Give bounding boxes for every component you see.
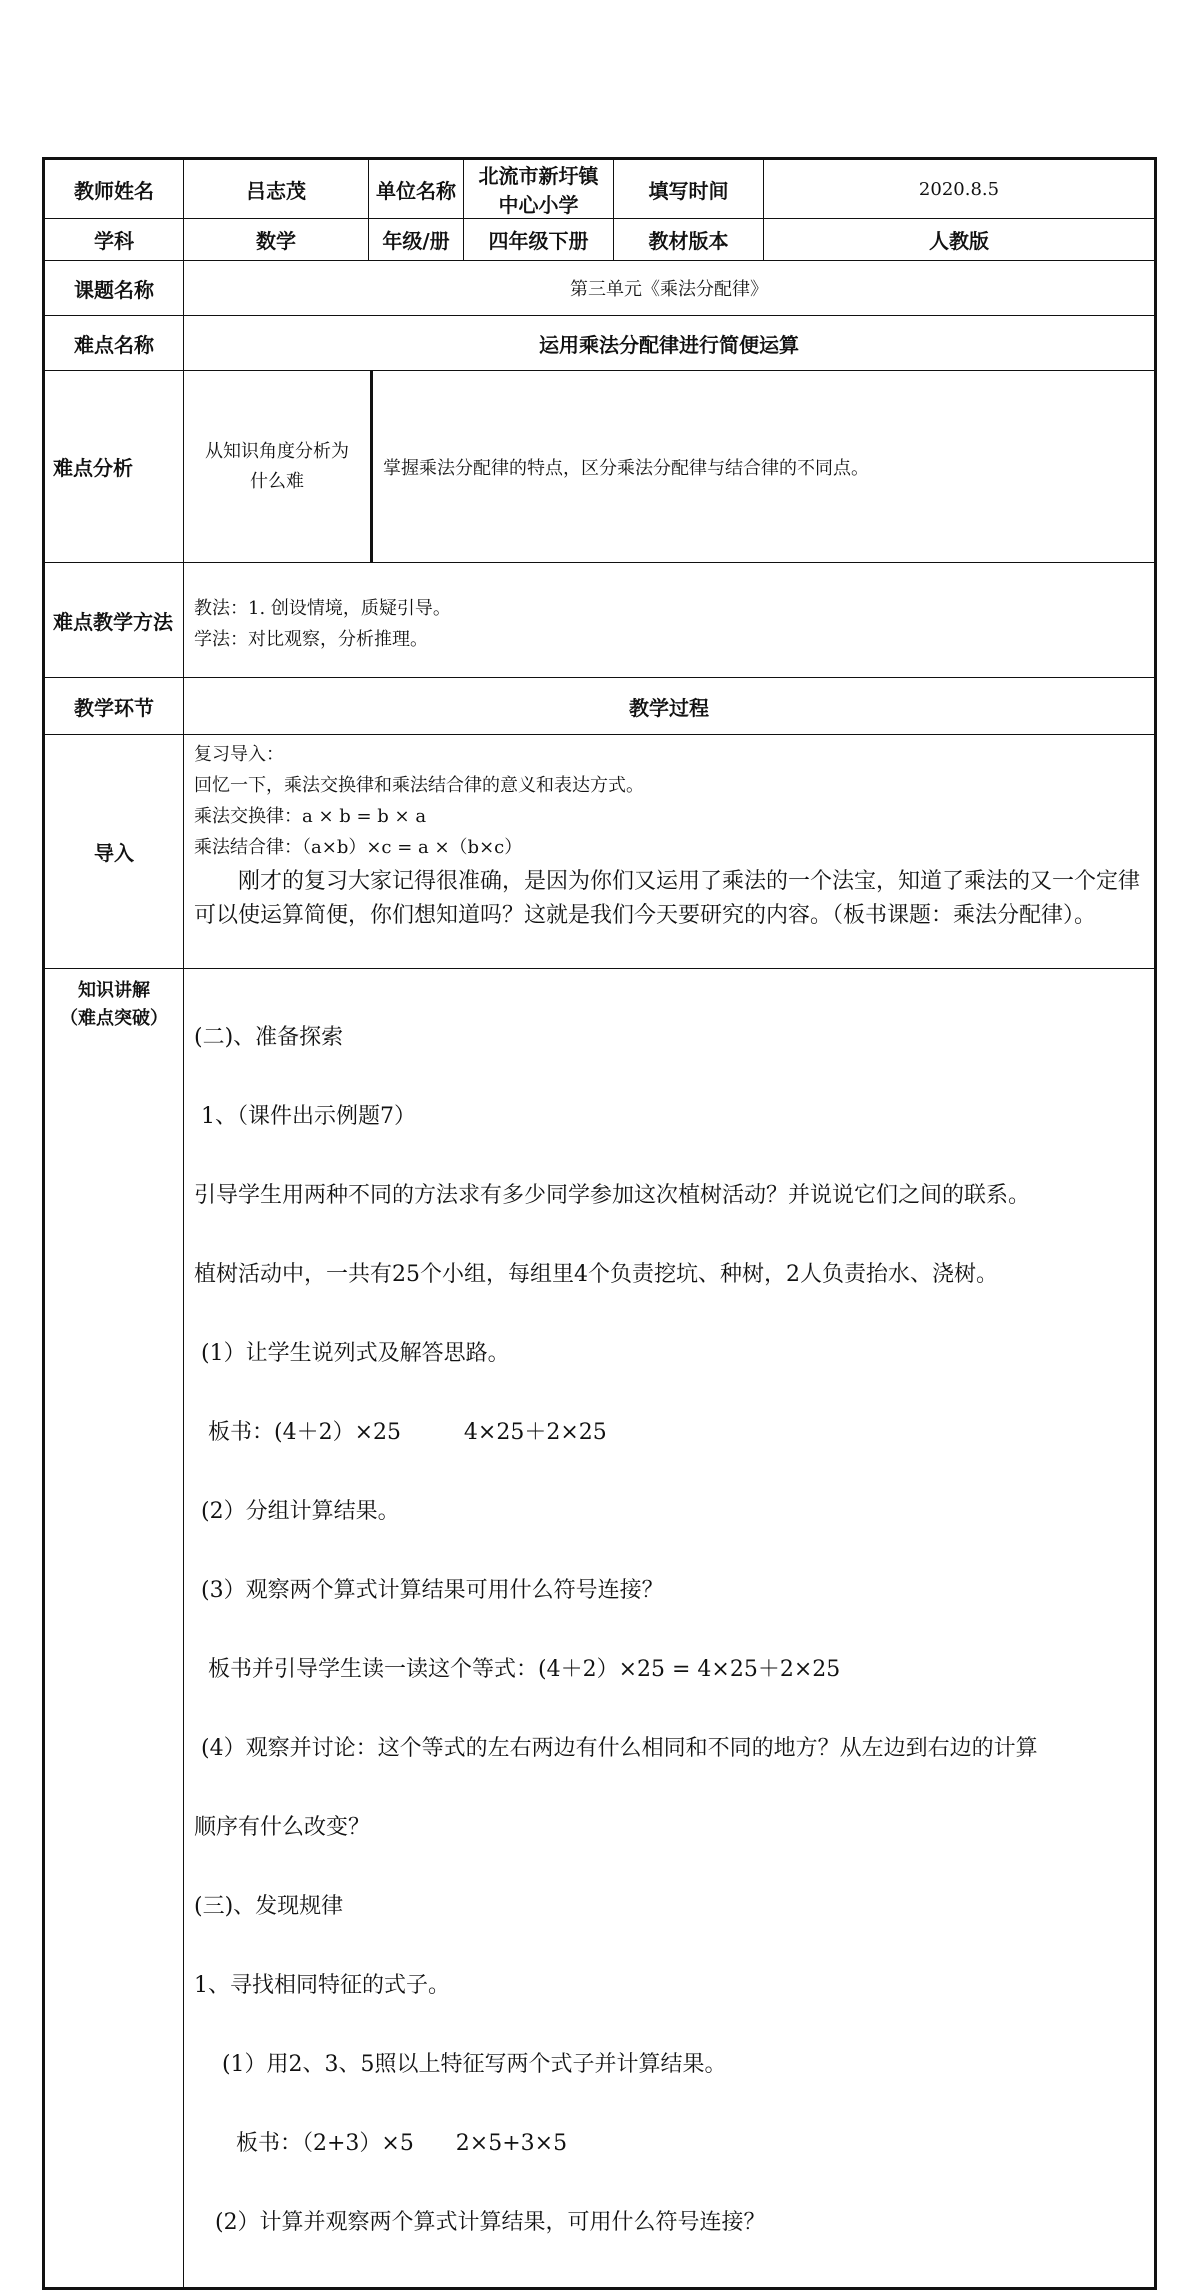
topic-label: 课题名称 (44, 261, 184, 316)
analysis-sub-label: 从知识角度分析为什么难 (184, 371, 372, 563)
process-label: 教学过程 (184, 678, 1156, 735)
header-row-2 (44, 219, 1156, 261)
knowledge-label-line2: （难点突破） (60, 1008, 168, 1029)
knowledge-line: 植树活动中，一共有25个小组，每组里4个负责挖坑、种树，2人负责抬水、浇树。 (194, 1262, 998, 1287)
grade-label: 年级/册 (369, 219, 464, 261)
difficulty-value: 运用乘法分配律进行简便运算 (184, 316, 1156, 371)
knowledge-line: 引导学生用两种不同的方法求有多少同学参加这次植树活动？并说说它们之间的联系。 (194, 1183, 1031, 1208)
knowledge-line: (1）用2、3、5照以上特征写两个式子并计算结果。 (194, 2052, 727, 2077)
method-line-2: 学法：对比观察，分析推理。 (194, 629, 428, 650)
analysis-content: 掌握乘法分配律的特点，区分乘法分配律与结合律的不同点。 (372, 371, 1156, 563)
knowledge-label-line1: 知识讲解 (78, 980, 150, 1001)
intro-content (184, 735, 1156, 969)
method-row (44, 563, 1156, 678)
intro-row (44, 735, 1156, 969)
method-label: 难点教学方法 (44, 563, 184, 678)
knowledge-line: 板书并引导学生读一读这个等式：(4＋2）×25 = 4×25＋2×25 (194, 1657, 841, 1682)
knowledge-line: (三)、发现规律 (194, 1894, 344, 1919)
knowledge-line: 板书：(4＋2）×25 4×25＋2×25 (194, 1420, 607, 1445)
process-header-row (44, 678, 1156, 735)
intro-line: 回忆一下，乘法交换律和乘法结合律的意义和表达方式。 (194, 775, 644, 796)
topic-value: 第三单元《乘法分配律》 (184, 261, 1156, 316)
subject-value: 数学 (184, 219, 369, 261)
knowledge-row (44, 969, 1156, 2289)
process-step-label: 教学环节 (44, 678, 184, 735)
knowledge-line: 顺序有什么改变？ (194, 1815, 371, 1840)
intro-line: 乘法结合律：（a×b）×c = a ×（b×c） (194, 837, 523, 858)
subject-label: 学科 (44, 219, 184, 261)
knowledge-line: (2）计算并观察两个算式计算结果，可用什么符号连接？ (194, 2210, 766, 2235)
difficulty-label: 难点名称 (44, 316, 184, 371)
teacher-label: 教师姓名 (44, 159, 184, 219)
date-value: 2020.8.5 (764, 159, 1156, 219)
unit-name-line2: 中心小学 (498, 193, 579, 217)
intro-label: 导入 (44, 735, 184, 969)
knowledge-label (44, 969, 184, 2289)
unit-label: 单位名称 (369, 159, 464, 219)
method-line-1: 教法：1. 创设情境，质疑引导。 (194, 598, 451, 619)
knowledge-line: 1、（课件出示例题7） (194, 1104, 416, 1129)
intro-line: 乘法交换律：a × b = b × a (194, 806, 427, 827)
knowledge-line: (2）分组计算结果。 (194, 1499, 400, 1524)
method-content (184, 563, 1156, 678)
analysis-row (44, 371, 1156, 563)
header-row-1 (44, 159, 1156, 219)
unit-name-line1: 北流市新圩镇 (478, 164, 599, 188)
knowledge-line: (1）让学生说列式及解答思路。 (194, 1341, 510, 1366)
difficulty-row (44, 316, 1156, 371)
unit-name (464, 159, 614, 219)
edition-value: 人教版 (764, 219, 1156, 261)
knowledge-line: 1、寻找相同特征的式子。 (194, 1973, 450, 1998)
teacher-name: 吕志茂 (184, 159, 369, 219)
lesson-plan-table (42, 157, 1157, 2290)
topic-row (44, 261, 1156, 316)
date-label: 填写时间 (614, 159, 764, 219)
knowledge-line: 板书：（2+3）×5 2×5+3×5 (194, 2131, 568, 2156)
analysis-label: 难点分析 (44, 371, 184, 563)
knowledge-content (184, 969, 1156, 2289)
grade-value: 四年级下册 (464, 219, 614, 261)
intro-paragraph: 刚才的复习大家记得很准确，是因为你们又运用了乘法的一个法宝，知道了乘法的又一个定律可以使运算简便，你们想知道吗？这就是我们今天要研究的内容。（板书课题：乘法分配律）。 (194, 869, 1141, 928)
intro-line: 复习导入： (194, 744, 284, 765)
knowledge-line: (3）观察两个算式计算结果可用什么符号连接？ (194, 1578, 664, 1603)
lesson-plan-document (42, 157, 1154, 2290)
edition-label: 教材版本 (614, 219, 764, 261)
knowledge-line: (二)、准备探索 (194, 1025, 344, 1050)
knowledge-line: (4）观察并讨论：这个等式的左右两边有什么相同和不同的地方？从左边到右边的计算 (194, 1736, 1038, 1761)
intro-lines (194, 739, 1146, 863)
